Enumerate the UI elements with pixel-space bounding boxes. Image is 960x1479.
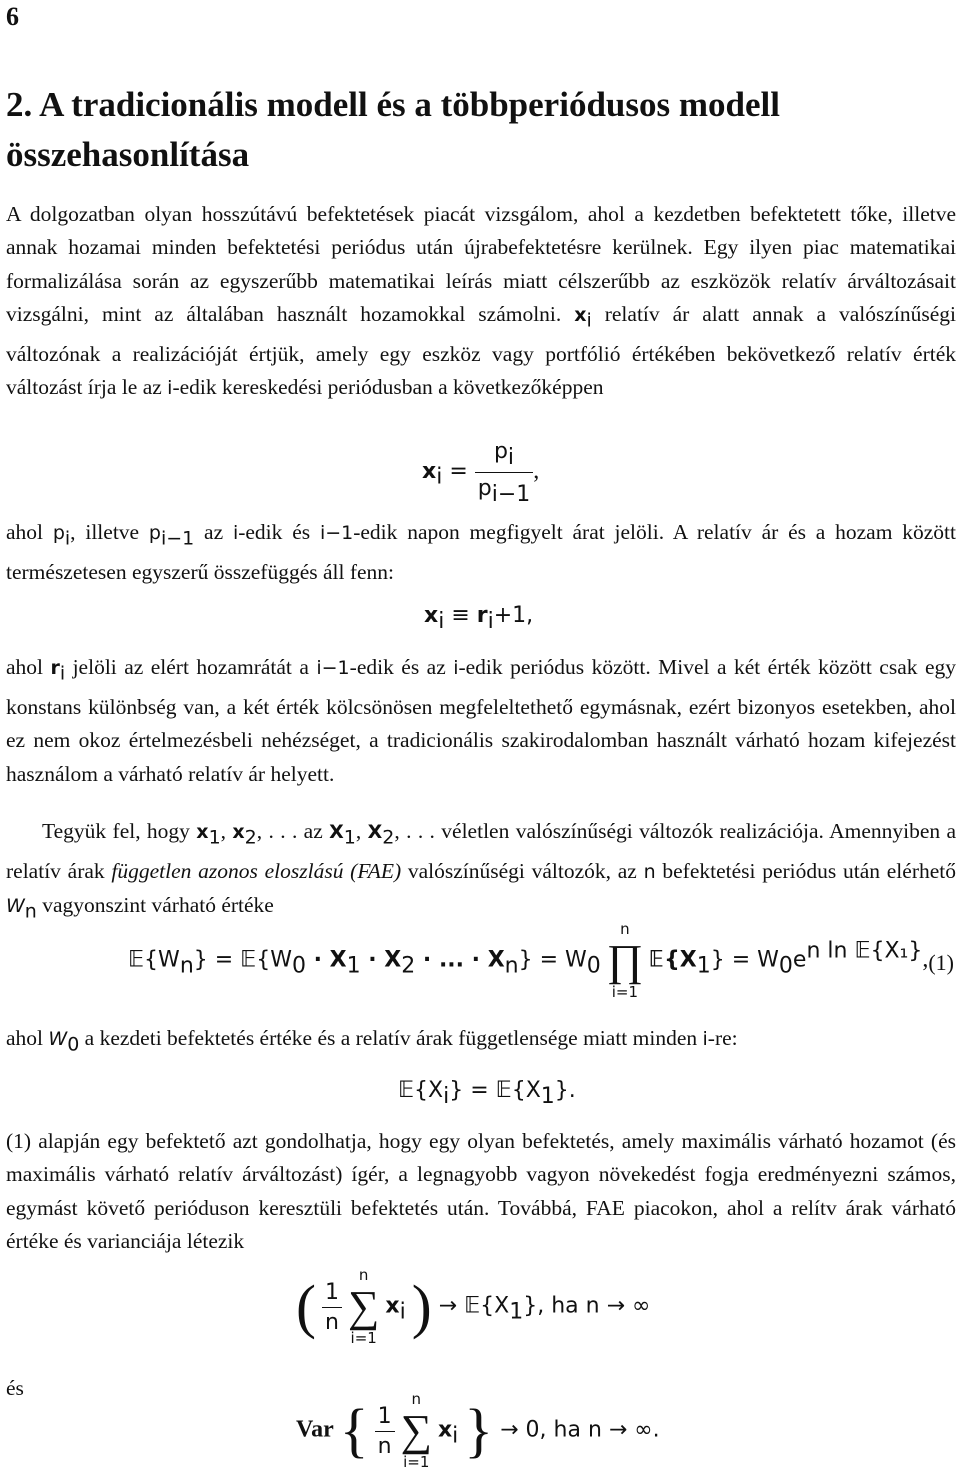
frac-den: p — [477, 475, 492, 501]
fraction — [375, 1404, 395, 1459]
eq-sub: 2 — [401, 953, 416, 979]
var-operator: Var — [296, 1416, 334, 1443]
sum-operator — [348, 1268, 379, 1346]
frac-num-sub: i — [507, 444, 515, 470]
frac-den: n — [377, 1433, 392, 1459]
intro-text-3: -edik kereskedési periódusban a következőképpen — [172, 375, 604, 400]
eq-part: 𝔼{W — [128, 947, 180, 973]
eq-sub: 0 — [291, 953, 306, 979]
product-operator — [607, 922, 643, 1000]
eq-part: }. — [554, 1078, 576, 1103]
eq-part: 𝔼{X — [649, 947, 697, 973]
frac-num: 1 — [375, 1404, 395, 1432]
paragraph-fae: Tegyük fel, hogy $x_1$, $x_2$, . . . az $X_1$, $X_2$, . . . véletlen valószínűségi változók realizációja. Amennyiben a relatív árak független azonos eloszlású (FAE) valószínűségi változók, az n befektetési periódus után elérhető $W_n$ vagyonszint várható értéke — [6, 819, 957, 923]
section-title: 2. A tradicionális modell és a többperiódusos modell összehasonlítása — [6, 85, 780, 174]
math-n: n — [643, 860, 656, 883]
eq-tail: , — [533, 457, 540, 484]
eq-part: , — [922, 946, 929, 973]
text: -edik és — [238, 520, 320, 544]
text: az — [303, 819, 330, 843]
eq-sub: n — [504, 953, 519, 979]
frac-den-sub: i−1 — [491, 481, 531, 507]
math-sub: i — [59, 662, 66, 685]
eq-sign: = — [442, 458, 475, 484]
equation-identity — [424, 602, 533, 634]
eq-arrow: → 0, ha — [493, 1417, 588, 1443]
math-W: W — [6, 895, 25, 918]
math-i: i — [453, 657, 459, 679]
math-i: i — [702, 1028, 708, 1050]
equation-number: (1) — [928, 950, 954, 975]
math-W: W — [48, 1028, 68, 1050]
prod-symbol: ∏ — [606, 936, 644, 985]
eq-part: } = W — [710, 947, 779, 973]
math-i: i — [167, 377, 173, 400]
eq-part: } = 𝔼{X — [449, 1078, 541, 1103]
math-sub: n — [24, 900, 37, 923]
text: -edik periódus között. Mivel a két érték között csak egy konstans különbség van, a két érték kölcsönösen megfeleltethető egymásnak, ezért bizonyos esetekben, ahol ez nem okoz értelmezésbeli nehézséget, a tradicionális szakirodalomban használt várható hozam kifejezést használom a várható relatív ár helyett. — [6, 655, 956, 786]
math-x: x — [196, 821, 209, 843]
math-sub: 0 — [67, 1033, 80, 1056]
equation-variance-limit — [296, 1392, 660, 1470]
eq-n: n — [585, 1293, 600, 1319]
math-i-minus-1: i−1 — [319, 522, 354, 544]
right-paren: ) — [411, 1273, 432, 1340]
frac-num: 1 — [322, 1280, 342, 1308]
math-x: x — [574, 304, 587, 327]
math-sub: i — [64, 527, 71, 550]
equation-relative-price — [422, 438, 539, 507]
text: valószínűségi változók, az — [401, 858, 644, 883]
eq-n: n — [587, 1417, 602, 1443]
emphasis-fae: független azonos eloszlású (FAE) — [111, 858, 402, 883]
eq-sub: 1 — [346, 953, 361, 979]
eq-tail: +1, — [493, 603, 534, 628]
eq-sup: n ln 𝔼{X₁} — [806, 938, 923, 964]
sum-symbol: ∑ — [347, 1282, 380, 1331]
math-p: p — [148, 522, 161, 544]
text: -re: — [707, 1026, 738, 1050]
eq-lhs: x — [424, 603, 439, 628]
text: -edik napon megfigyelt árat jelöli. A relatív ár és a hozam között természetesen egyszerű összefüggés áll fenn: — [6, 520, 956, 584]
paragraph-price-def — [6, 516, 956, 589]
text: Tegyük fel, hogy — [42, 819, 197, 843]
math-X: X — [329, 821, 344, 843]
equation-expectation — [398, 1077, 576, 1109]
eq-arrow: → — [431, 1293, 465, 1319]
text: vagyonszint várható értéke — [36, 893, 274, 918]
equation-mean-limit — [296, 1268, 650, 1346]
text: az — [194, 520, 233, 544]
eq-x: x — [385, 1293, 400, 1319]
text: ahol — [6, 1026, 49, 1050]
equation-1-wealth — [128, 922, 928, 1000]
eq-sub: i — [452, 1423, 459, 1449]
prod-lower: i=1 — [611, 983, 639, 1001]
eq-sub: 0 — [778, 953, 793, 979]
sum-upper: n — [358, 1266, 369, 1284]
text: befektetési periódus után elérhető — [655, 858, 956, 883]
eq-lhs-sub: i — [436, 464, 443, 490]
sum-lower: i=1 — [350, 1329, 377, 1347]
left-paren: ( — [296, 1273, 316, 1340]
eq-equiv: ≡ — [444, 603, 477, 628]
eq-part: · X — [305, 947, 347, 973]
text: a kezdeti befektetés értéke és a relatív árak függetlensége miatt minden — [79, 1026, 703, 1050]
eq-r: r — [476, 603, 488, 628]
eq-sub: 1 — [509, 1299, 524, 1325]
left-brace: { — [339, 1397, 369, 1464]
paragraph-return-def — [6, 651, 956, 791]
prod-upper: n — [620, 920, 630, 938]
sum-upper: n — [411, 1390, 422, 1408]
eq-sub: 0 — [586, 953, 601, 979]
math-sub: i — [586, 309, 592, 332]
intro-text-2: relatív ár alatt annak a valószínűségi változónak a realizációját értjük, amely egy eszköz vagy portfólió értékében bekövetkező relatív érték változást írja le az — [6, 302, 956, 400]
paragraph-intro — [6, 198, 956, 406]
math-i-minus-1: i−1 — [316, 657, 350, 679]
eq-sub: i — [399, 1299, 406, 1325]
page-number: 6 — [6, 2, 19, 31]
math-i: i — [232, 522, 239, 544]
eq-lhs: x — [422, 458, 437, 484]
math-x: x — [232, 821, 245, 843]
text: -edik és az — [349, 655, 454, 679]
eq-part: e — [792, 947, 807, 973]
eq-part: } = W — [518, 947, 587, 973]
math-sub: i−1 — [160, 527, 195, 550]
eq-part: }, ha — [523, 1293, 586, 1319]
word-es: és — [6, 1376, 24, 1400]
eq-part: → ∞ — [599, 1293, 651, 1319]
text: , illetve — [70, 520, 149, 544]
paragraph-investor: (1) alapján egy befektető azt gondolhatja, hogy egy olyan befektetés, amely maximális várható hozamot (és maximális várható relatív árváltozást) ígér, a legnagyobb vagyon növekedést fogja eredményezni számos, egymást követő perióduson keresztüli befektetés után. Továbbá, FAE piacokon, ahol a relítv árak várható értéke és varianciája létezik — [6, 1129, 956, 1254]
eq-r-sub: i — [487, 608, 494, 634]
eq-part: 𝔼{X — [398, 1078, 444, 1103]
eq-sub: i — [443, 1083, 450, 1109]
eq-sub: 1 — [696, 953, 711, 979]
eq-part: → ∞. — [601, 1417, 660, 1443]
sum-operator — [401, 1392, 432, 1470]
math-r: r — [50, 657, 60, 679]
math-X: X — [367, 821, 383, 843]
sum-lower: i=1 — [403, 1453, 430, 1471]
paragraph-initial-wealth — [6, 1022, 956, 1062]
eq-part: · ... · X — [415, 947, 505, 973]
sum-symbol: ∑ — [400, 1406, 432, 1455]
eq-part: } = 𝔼{W — [193, 947, 292, 973]
eq-lhs-sub: i — [438, 608, 445, 634]
frac-num: p — [493, 439, 508, 464]
frac-den: n — [325, 1309, 339, 1335]
text: ahol — [6, 655, 51, 679]
text: jelöli az elért hozamrátát a — [65, 655, 317, 679]
math-p: p — [52, 522, 65, 544]
fraction — [322, 1280, 342, 1335]
eq-limit: 𝔼{X — [464, 1293, 510, 1319]
right-brace: } — [464, 1397, 494, 1464]
text: véletlen valószínűségi változók realizációja. Amennyiben a relatív árak — [6, 819, 957, 883]
text: ahol — [6, 520, 53, 544]
intro-text: A dolgozatban olyan hosszútávú befektetések piacát vizsgálom, ahol a kezdetben befektetett tőke, illetve annak hozamai minden befektetési periódus után újrabefektetésre kerülnek. Egy ilyen piac matematikai formalizálása során az egyszerűbb matematikai leírás miatt célszerűbb az eszközök relatív árváltozásait vizsgálni, mint az általában használt hozamokkal számolni. — [6, 202, 956, 327]
fraction — [475, 438, 534, 507]
eq-x: x — [437, 1417, 453, 1443]
eq-sub: n — [179, 953, 194, 979]
eq-part: · X — [360, 947, 402, 973]
eq-sub: 1 — [540, 1083, 555, 1109]
